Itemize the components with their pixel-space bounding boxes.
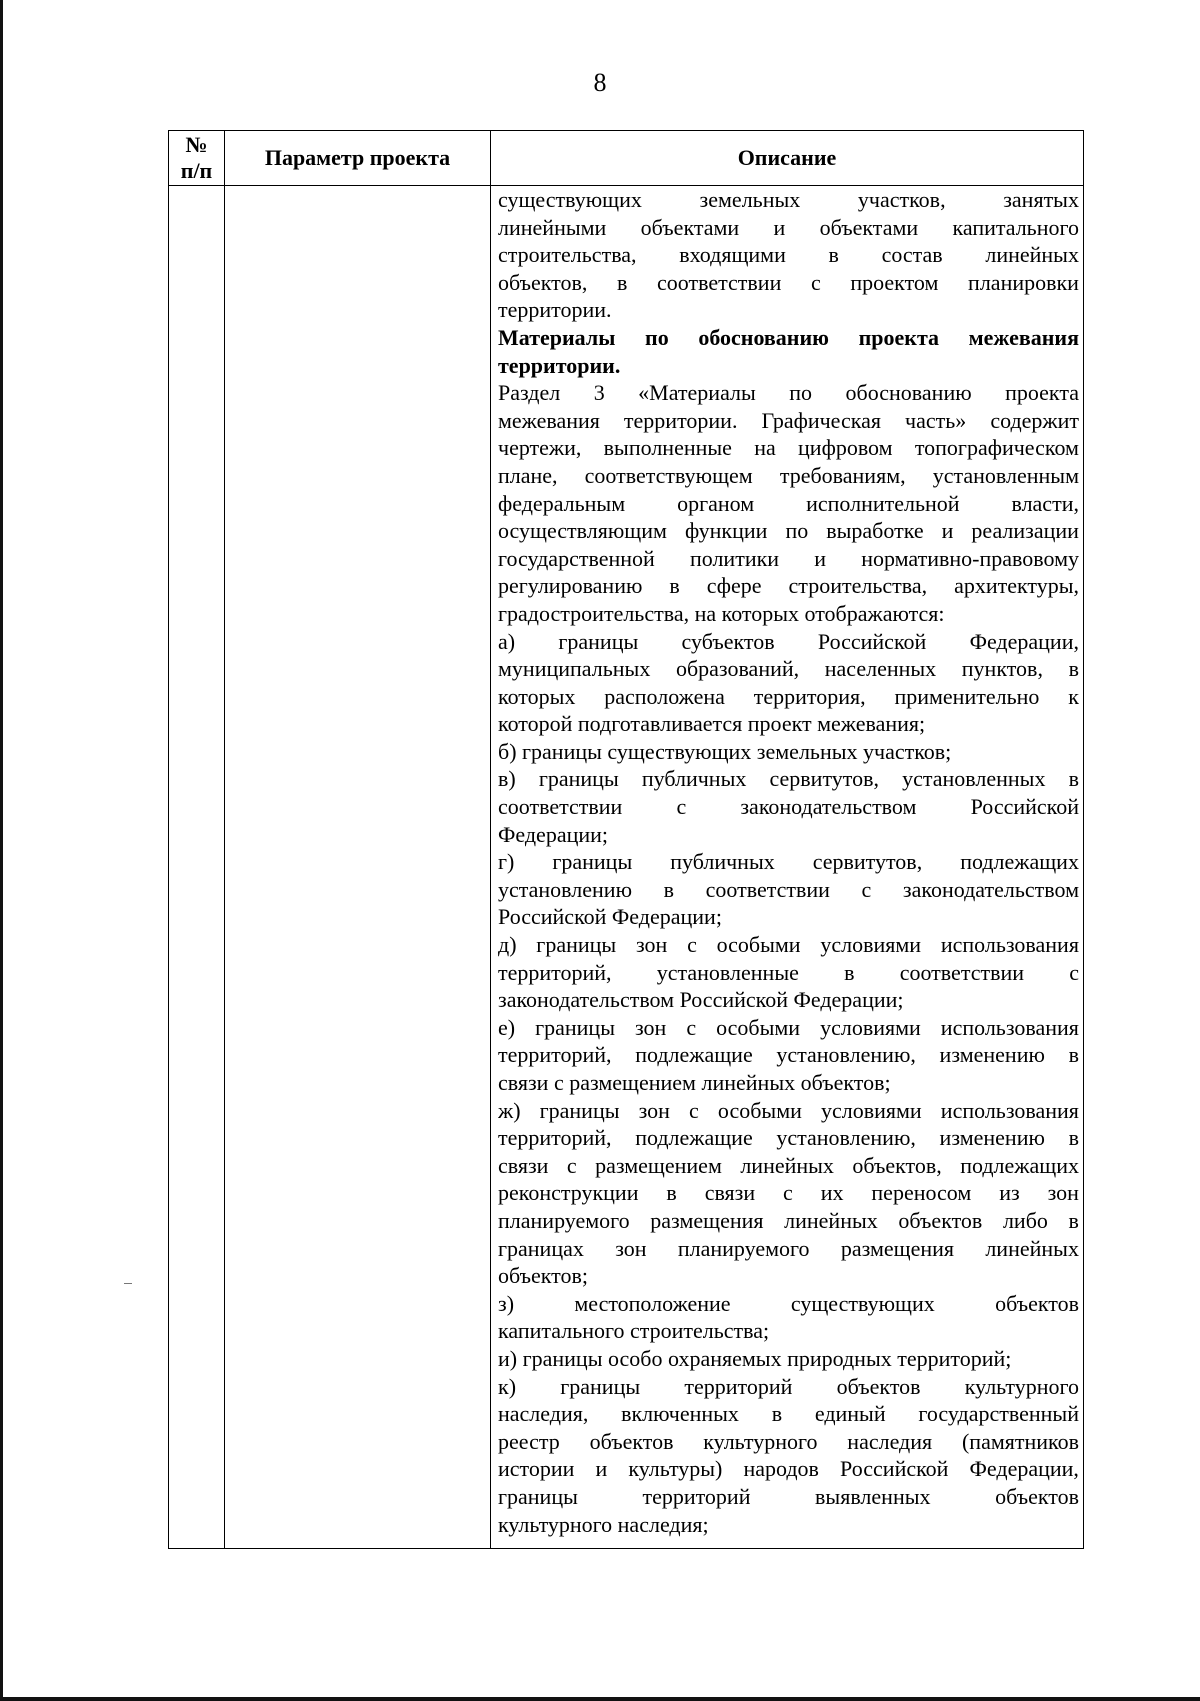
description-line: чертежи, выполненные на цифровом топографическом xyxy=(498,435,1079,461)
description-line: государственной политики и нормативно-правовому xyxy=(498,545,1079,571)
description-line: линейными объектами и объектами капитального xyxy=(498,214,1079,240)
description-line: муниципальных образований, населенных пунктов, в xyxy=(498,656,1079,682)
stray-scan-mark xyxy=(124,1283,132,1284)
table-header-row xyxy=(169,131,1084,186)
description-line: соответствии с законодательством Российской xyxy=(498,794,1079,820)
description-line: Российской Федерации; xyxy=(498,904,722,930)
description-line: федеральным органом исполнительной власти, xyxy=(498,490,1079,516)
description-line: а) границы субъектов Российской Федерации, xyxy=(498,628,1079,654)
description-line: границы территорий выявленных объектов xyxy=(498,1483,1079,1509)
description-line: реестр объектов культурного наследия (памятников xyxy=(498,1428,1079,1454)
cell-number xyxy=(169,186,225,1549)
description-line: границах зон планируемого размещения линейных xyxy=(498,1235,1079,1261)
cell-description xyxy=(491,186,1084,1549)
description-line: существующих земельных участков, занятых xyxy=(498,187,1079,212)
description-line: планируемого размещения линейных объектов либо в xyxy=(498,1207,1079,1233)
description-line: регулированию в сфере строительства, архитектуры, xyxy=(498,573,1079,599)
description-line: которой подготавливается проект межевания; xyxy=(498,711,926,737)
description-line: е) границы зон с особыми условиями использования xyxy=(498,1014,1079,1040)
description-line: Федерации; xyxy=(498,821,609,847)
description-line: территории. xyxy=(498,297,612,323)
description-line: осуществляющим функции по выработке и реализации xyxy=(498,518,1079,544)
description-line: д) границы зон с особыми условиями использования xyxy=(498,932,1079,958)
description-line: межевания территории. Графическая часть» содержит xyxy=(498,407,1079,433)
description-line: территорий, установленные в соответствии с xyxy=(498,959,1079,985)
description-line: градостроительства, на которых отображаются: xyxy=(498,600,945,626)
description-line: связи с размещением линейных объектов, подлежащих xyxy=(498,1152,1079,1178)
description-line: объектов; xyxy=(498,1263,589,1289)
description-line: Раздел 3 «Материалы по обоснованию проекта xyxy=(498,380,1079,406)
description-line: культурного наследия; xyxy=(498,1511,709,1537)
description-line: г) границы публичных сервитутов, подлежащих xyxy=(498,849,1079,875)
description-line: з) местоположение существующих объектов xyxy=(498,1290,1079,1316)
description-line: б) границы существующих земельных участков; xyxy=(498,738,952,764)
description-line: истории и культуры) народов Российской Федерации, xyxy=(498,1456,1079,1482)
description-line: территории. xyxy=(498,352,621,378)
header-number xyxy=(169,131,225,186)
description-line: территорий, подлежащие установлению, изменению в xyxy=(498,1042,1079,1068)
description-line: наследия, включенных в единый государственный xyxy=(498,1401,1079,1427)
description-line: строительства, входящими в состав линейных xyxy=(498,242,1079,268)
description-line: плане, соответствующем требованиям, установленным xyxy=(498,462,1079,488)
description-line: связи с размещением линейных объектов; xyxy=(498,1070,891,1095)
description-line: объектов, в соответствии с проектом планировки xyxy=(498,269,1079,295)
cell-parameter xyxy=(225,186,491,1549)
scan-edge-bottom xyxy=(0,1697,1200,1701)
description-line: к) границы территорий объектов культурного xyxy=(498,1373,1079,1399)
header-number-line1: № xyxy=(185,132,208,157)
description-line: в) границы публичных сервитутов, установленных в xyxy=(498,766,1079,792)
description-line: Материалы по обоснованию проекта межевания xyxy=(498,324,1079,350)
scan-edge-left xyxy=(0,0,3,1701)
project-parameters-table xyxy=(168,130,1084,1549)
header-parameter: Параметр проекта xyxy=(225,131,491,186)
description-line: и) границы особо охраняемых природных территорий; xyxy=(498,1345,1012,1371)
description-line: капитального строительства; xyxy=(498,1318,770,1344)
page-number: 8 xyxy=(593,68,607,97)
description-line: реконструкции в связи с их переносом из зон xyxy=(498,1180,1079,1206)
description-line: законодательством Российской Федерации; xyxy=(498,987,904,1013)
table-row xyxy=(169,186,1084,1549)
description-line: установлению в соответствии с законодательством xyxy=(498,876,1079,902)
header-number-line2: п/п xyxy=(180,158,213,183)
description-line: территорий, подлежащие установлению, изменению в xyxy=(498,1125,1079,1151)
header-description: Описание xyxy=(491,131,1084,186)
description-line: которых расположена территория, применительно к xyxy=(498,683,1079,709)
description-line: ж) границы зон с особыми условиями использования xyxy=(498,1097,1079,1123)
